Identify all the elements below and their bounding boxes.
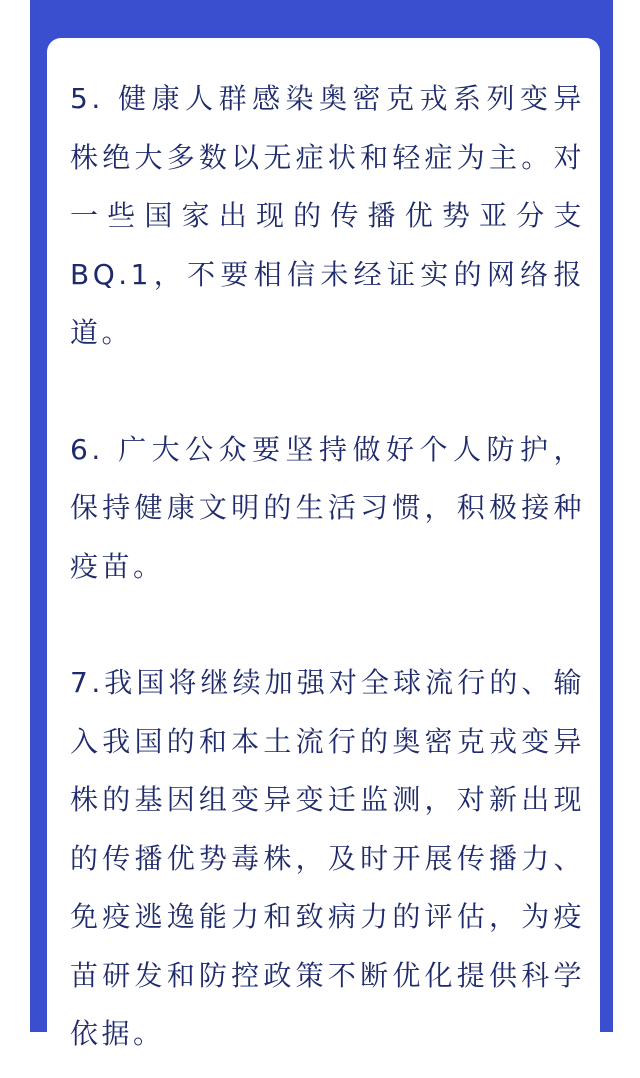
paragraph-6: 6. 广大公众要坚持做好个人防护，保持健康文明的生活习惯，积极接种疫苗。 (70, 432, 585, 583)
paragraph-7: 7.我国将继续加强对全球流行的、输入我国的和本土流行的奥密克戎变异株的基因组变异变迁监测，对新出现的传播优势毒株，及时开展传播力、免疫逃逸能力和致病力的评估，为疫苗研发和防控政策不断优化提供科学依据。 (70, 666, 585, 1050)
paragraph-5: 5. 健康人群感染奥密克戎系列变异株绝大多数以无症状和轻症为主。对一些国家出现的传播优势亚分支BQ.1，不要相信未经证实的网络报道。 (70, 82, 585, 349)
article-body (70, 70, 585, 1064)
